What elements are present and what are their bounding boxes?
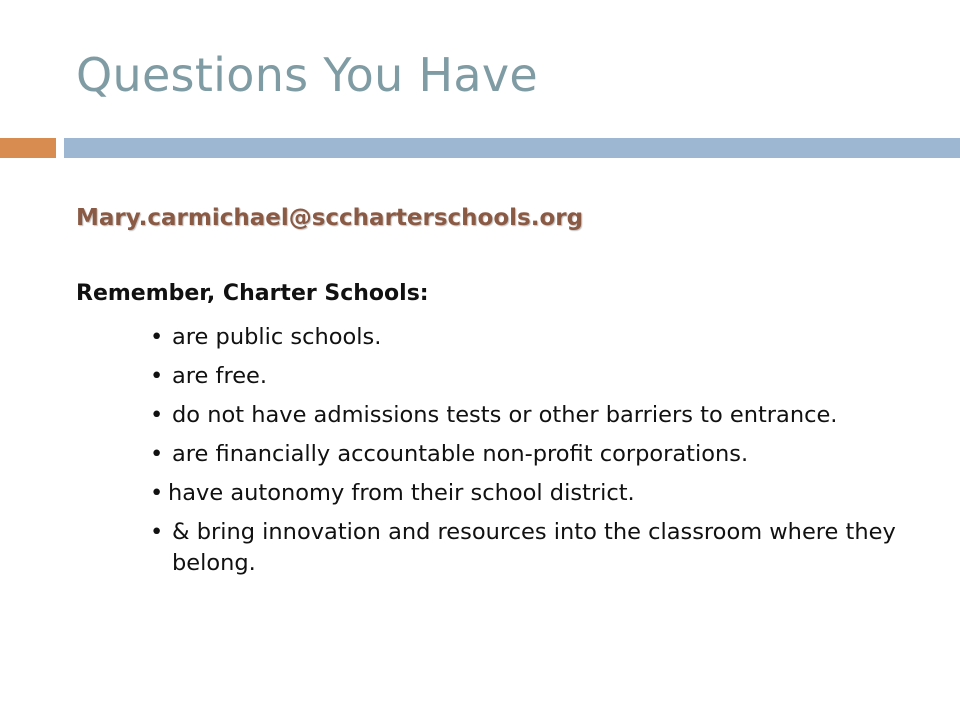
email-link[interactable]: Mary.carmichael@sccharterschools.org xyxy=(76,205,584,231)
list-item-text: are free. xyxy=(172,363,268,389)
bullet-icon: • xyxy=(150,402,164,428)
list-item-text: are financially accountable non-profit corporations. xyxy=(172,441,749,467)
list-item-text: & bring innovation and resources into the classroom where they belong. xyxy=(172,519,896,576)
bullet-icon: • xyxy=(150,441,164,467)
list-item xyxy=(150,400,930,431)
list-item-text: have autonomy from their school district. xyxy=(168,480,635,506)
list-item-text: do not have admissions tests or other barriers to entrance. xyxy=(172,402,838,428)
list-item xyxy=(150,517,930,579)
accent-bar-orange xyxy=(0,138,56,158)
bullet-icon: • xyxy=(150,324,164,350)
slide-title: Questions You Have xyxy=(76,48,538,102)
list-item xyxy=(150,439,930,470)
remember-heading: Remember, Charter Schools: xyxy=(76,281,429,306)
charter-facts-list xyxy=(150,322,930,587)
list-item xyxy=(150,478,930,509)
bullet-icon: • xyxy=(150,519,164,545)
bullet-icon: • xyxy=(150,480,164,506)
bullet-icon: • xyxy=(150,363,164,389)
list-item-text: are public schools. xyxy=(172,324,382,350)
list-item xyxy=(150,361,930,392)
list-item xyxy=(150,322,930,353)
accent-bar-blue xyxy=(64,138,960,158)
